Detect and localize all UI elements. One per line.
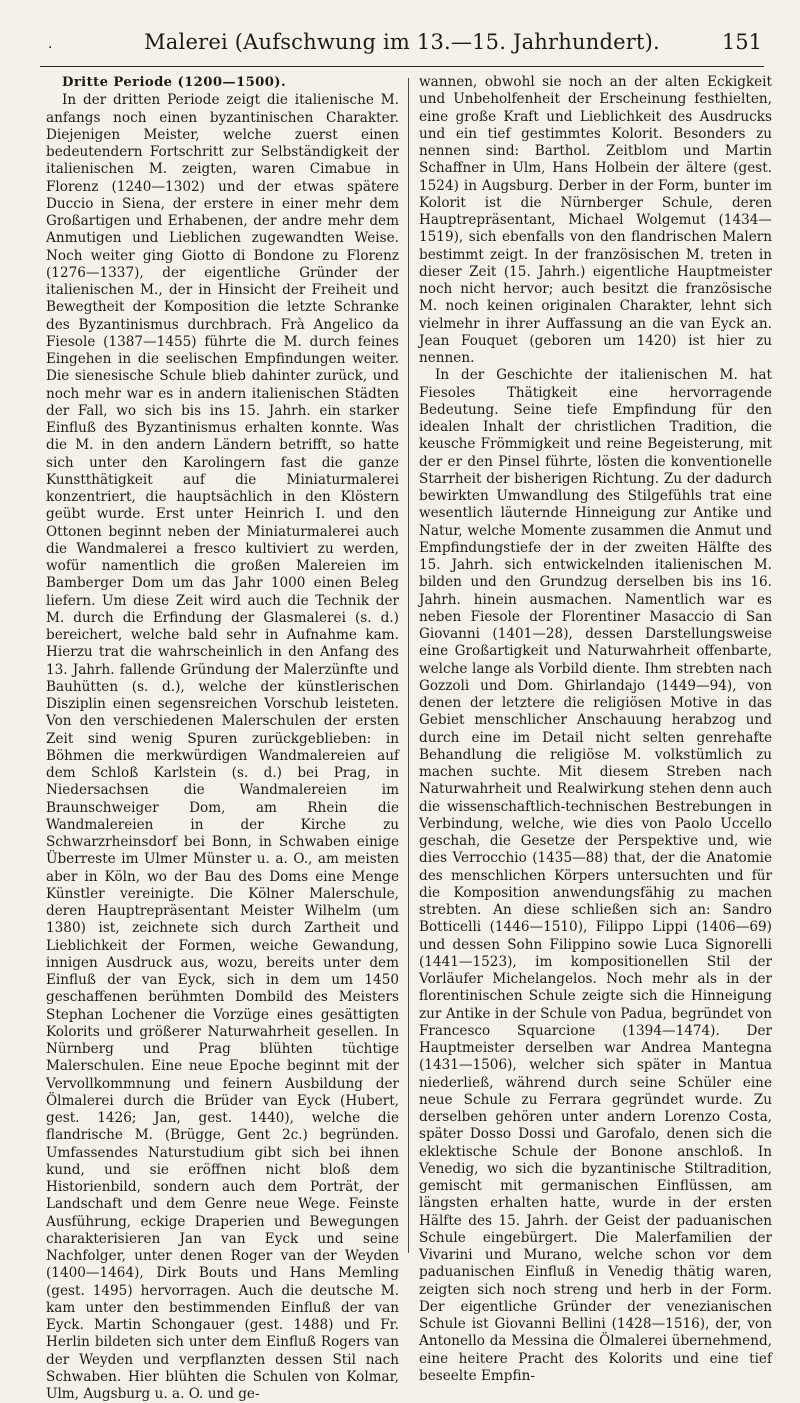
left-column	[46, 74, 399, 1403]
running-title: Malerei (Aufschwung im 13.—15. Jahrhundert).	[144, 30, 660, 54]
section-heading: Dritte Periode (1200—1500).	[62, 75, 286, 90]
column-divider	[408, 78, 409, 1253]
margin-mark: ·	[48, 40, 53, 56]
paragraph: wannen, obwohl sie noch an der alten Eckigkeit und Unbeholfenheit der Erscheinung festhielten, eine große Kraft und Lieblichkeit des Ausdrucks und ein tief gestimmtes Kolorit. Besonders zu nennen sind: Barthol. Zeitblom und Martin Schaffner in Ulm, Hans Holbein der ältere (gest. 1524) in Augsburg. Derber in der Form, bunter im Kolorit ist die Nürnberger Schule, deren Hauptrepräsentant, Michael Wolgemut (1434—1519), sich ebenfalls von den flandrischen Malern bestimmt zeigt. In der französischen M. treten in dieser Zeit (15. Jahrh.) eigentliche Hauptmeister noch nicht hervor; auch besitzt die französische M. noch keinen originalen Charakter, lehnt sich vielmehr in ihrer Auffassung an die van Eyck an. Jean Fouquet (geboren um 1420) ist hier zu nennen.	[419, 74, 772, 366]
page-number: 151	[721, 30, 762, 54]
page-header	[40, 26, 764, 67]
paragraph: In der dritten Periode zeigt die italienische M. anfangs noch einen byzantinischen Charakter. Diejenigen Meister, welche zuerst einen bedeutendern Fortschritt zur Selbständigkeit der italienischen M. zeigten, waren Cimabue in Florenz (1240—1302) und der etwas spätere Duccio in Siena, der erstere in einer mehr dem Großartigen und Erhabenen, der andre mehr dem Anmutigen und Lieblichen zugewandten Weise. Noch weiter ging Giotto di Bondone zu Florenz (1276—1337), der eigentliche Gründer der italienischen M., der in Hinsicht der Freiheit und Bewegtheit der Komposition die letzte Schranke des Byzantinismus durchbrach. Frà Angelico da Fiesole (1387—1455) führte die M. durch feines Eingehen in die seelischen Empfindungen weiter. Die sienesische Schule blieb dahinter zurück, und noch mehr war es in andern italienischen Städten der Fall, wo sich bis ins 15. Jahrh. ein starker Einfluß des Byzantinismus erhalten konnte. Was die M. in den andern Ländern betrifft, so hatte sich unter den Karolingern fast die ganze Kunstthätigkeit auf die Miniaturmalerei konzentriert, die hauptsächlich in den Klöstern geübt wurde. Erst unter Heinrich I. und den Ottonen beginnt neben der Miniaturmalerei auch die Wandmalerei a fresco kultiviert zu werden, wofür namentlich die großen Malereien im Bamberger Dom um das Jahr 1000 einen Beleg liefern. Um diese Zeit wird auch die Technik der M. durch die Erfindung der Glasmalerei (s. d.) bereichert, welche bald sehr in Aufnahme kam. Hierzu trat die wahrscheinlich in den Anfang des 13. Jahrh. fallende Gründung der Malerzünfte und Bauhütten (s. d.), welche der künstlerischen Disziplin einen segensreichen Vorschub leisteten. Von den verschiedenen Malerschulen der ersten Zeit sind wenig Spuren zurückgeblieben: in Böhmen die merkwürdigen Wandmalereien auf dem Schloß Karlstein (s. d.) bei Prag, in Niedersachsen die Wandmalereien im Braunschweiger Dom, am Rhein die Wandmalereien in der Kirche zu Schwarzrheinsdorf bei Bonn, in Schwaben einige Überreste im Ulmer Münster u. a. O., am meisten aber in Köln, wo der Bau des Doms eine Menge Künstler vereinigte. Die Kölner Malerschule, deren Hauptrepräsentant Meister Wilhelm (um 1380) ist, zeichnete sich durch Zartheit und Lieblichkeit der Formen, weiche Gewandung, innigen Ausdruck aus, wozu, bereits unter dem Einfluß der van Eyck, sich in dem um 1450 geschaffenen berühmten Dombild des Meisters Stephan Lochener die Vorzüge eines gesättigten Kolorits und größerer Naturwahrheit gesellen. In Nürnberg und Prag blühten tüchtige Malerschulen. Eine neue Epoche beginnt mit der Vervollkommnung und feinern Ausbildung der Ölmalerei durch die Brüder van Eyck (Hubert, gest. 1426; Jan, gest. 1440), welche die flandrische M. (Brügge, Gent 2c.) begründen. Umfassendes Naturstudium gibt sich bei ihnen kund, und sie eröffnen nicht bloß dem Historienbild, sondern auch dem Porträt, der Landschaft und dem Genre neue Wege. Feinste Ausführung, eckige Draperien und Bewegungen charakterisieren Jan van Eyck und seine Nachfolger, unter denen Roger van der Weyden (1400—1464), Dirk Bouts und Hans Memling (gest. 1495) hervorragen. Auch die deutsche M. kam unter den bestimmenden Einfluß der van Eyck. Martin Schongauer (gest. 1488) und Fr. Herlin bildeten sich unter dem Einfluß Rogers van der Weyden und verpflanzten dessen Stil nach Schwaben. Hier blühten die Schulen von Kolmar, Ulm, Augsburg u. a. O. und ge-	[46, 92, 399, 1402]
right-column	[419, 74, 772, 1385]
paragraph: In der Geschichte der italienischen M. hat Fiesoles Thätigkeit eine hervorragende Bedeutung. Seine tiefe Empfindung für den idealen Inhalt der christlichen Tradition, die keusche Frömmigkeit und reine Begeisterung, mit der er den Pinsel führte, lösten die konventionelle Starrheit der bisherigen Richtung. Zu der dadurch bewirkten Umwandlung des Stilgefühls trat eine wesentlich läuternde Hinneigung zur Antike und Natur, welche Momente zusammen die Anmut und Empfindungstiefe der in der zweiten Hälfte des 15. Jahrh. sich entwickelnden italienischen M. bilden und den Grundzug derselben bis ins 16. Jahrh. hinein ausmachen. Namentlich war es neben Fiesole der Florentiner Masaccio di San Giovanni (1401—28), dessen Darstellungsweise eine Großartigkeit und Naturwahrheit offenbarte, welche lange als Vorbild diente. Ihm strebten nach Gozzoli und Dom. Ghirlandajo (1449—94), von denen der letztere die religiösen Motive in das Gebiet menschlicher Anschauung herabzog und durch eine im Detail nicht selten genrehafte Behandlung die religiöse M. volkstümlich zu machen suchte. Mit diesem Streben nach Naturwahrheit und Realwirkung stehen denn auch die wissenschaftlich-technischen Bestrebungen in Verbindung, welche, wie dies von Paolo Uccello geschah, die Gesetze der Perspektive und, wie dies Verrocchio (1435—88) that, der die Anatomie des menschlichen Körpers untersuchten und für die Komposition anwendungsfähig zu machen strebten. An diese schließen sich an: Sandro Botticelli (1446—1510), Filippo Lippi (1406—69) und dessen Sohn Filippino sowie Luca Signorelli (1441—1523), im kompositionellen Stil der Vorläufer Michelangelos. Noch mehr als in der florentinischen Schule zeigte sich die Hinneigung zur Antike in der Schule von Padua, begründet von Francesco Squarcione (1394—1474). Der Hauptmeister derselben war Andrea Mantegna (1431—1506), welcher sich später in Mantua niederließ, während durch seine Schüler eine neue Schule zu Ferrara gegründet wurde. Zu derselben gehören unter andern Lorenzo Costa, später Dosso Dossi und Garofalo, denen sich die eklektische Schule der Bonone anschloß. In Venedig, wo sich die byzantinische Stiltradition, gemischt mit germanischen Einflüssen, am längsten erhalten hatte, wurde in der ersten Hälfte des 15. Jahrh. der Geist der paduanischen Schule eingebürgert. Die Malerfamilien der Vivarini und Murano, welche schon vor dem paduanischen Einfluß in Venedig thätig waren, zeigten sich noch streng und herb in der Form. Der eigentliche Gründer der venezianischen Schule ist Giovanni Bellini (1428—1516), der, von Antonello da Messina die Ölmalerei übernehmend, eine heitere Pracht des Kolorits und eine tief beseelte Empfin-	[419, 367, 772, 1384]
